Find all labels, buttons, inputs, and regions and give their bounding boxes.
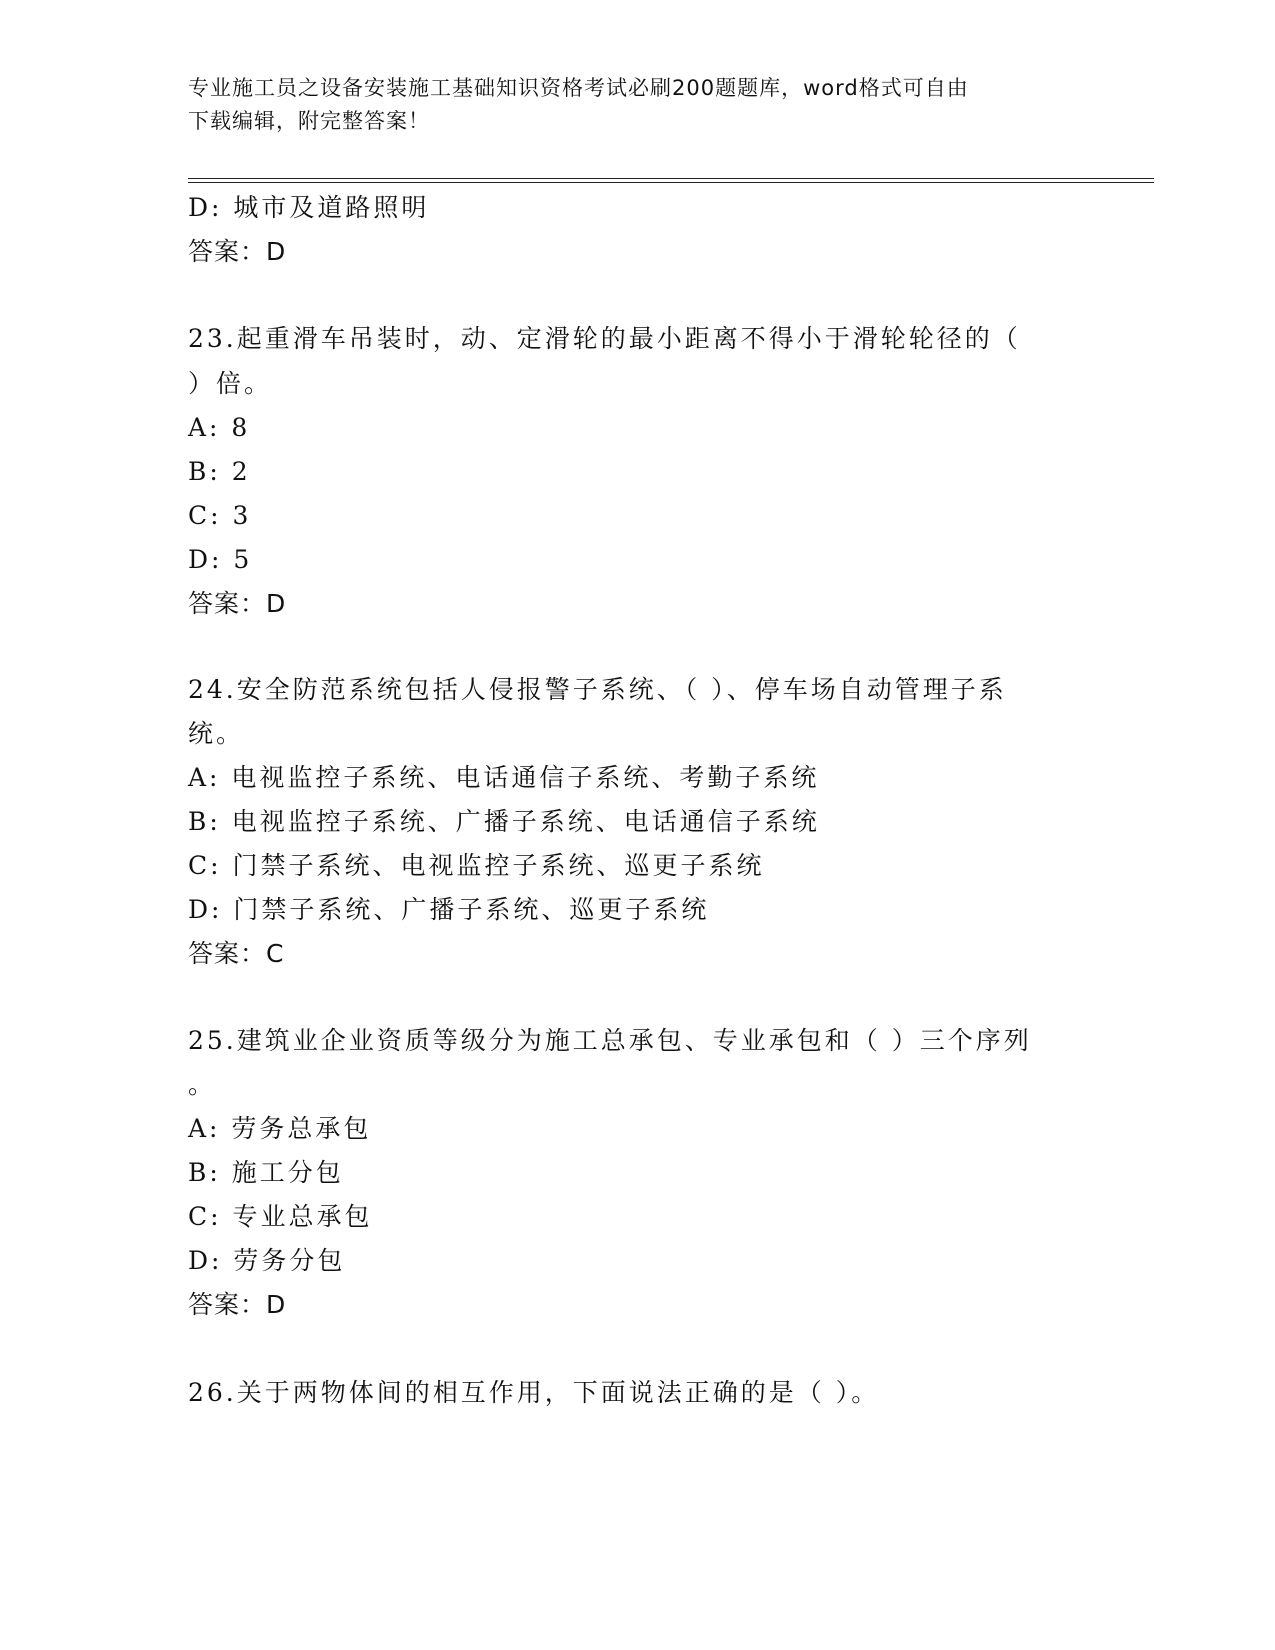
q23-option-c: C: 3 <box>188 501 252 530</box>
q24-stem-line-2: 统。 <box>188 719 245 748</box>
header-divider-bottom <box>188 182 1154 183</box>
q25-answer: 答案：D <box>188 1290 287 1319</box>
q26-stem-line-1: 26.关于两物体间的相互作用，下面说法正确的是（ ）。 <box>188 1378 880 1407</box>
q24-option-c: C: 门禁子系统、电视监控子系统、巡更子系统 <box>188 851 765 880</box>
q24-option-a: A: 电视监控子系统、电话通信子系统、考勤子系统 <box>188 763 820 792</box>
document-header <box>188 72 1088 138</box>
q24-option-d: D: 门禁子系统、广播子系统、巡更子系统 <box>188 895 710 924</box>
q23-option-a: A: 8 <box>188 413 251 442</box>
q22-answer: 答案：D <box>188 237 287 266</box>
q23-stem-line-2: ）倍。 <box>188 369 273 398</box>
q25-stem-line-1: 25.建筑业企业资质等级分为施工总承包、专业承包和（ ）三个序列 <box>188 1026 1032 1055</box>
q23-answer: 答案：D <box>188 589 287 618</box>
header-divider-top <box>188 178 1154 179</box>
q25-option-c: C: 专业总承包 <box>188 1202 373 1231</box>
header-line-1: 专业施工员之设备安装施工基础知识资格考试必刷200题题库，word格式可自由 <box>188 76 969 100</box>
q23-option-d: D: 5 <box>188 545 253 574</box>
q25-option-b: B: 施工分包 <box>188 1158 344 1187</box>
header-line-2: 下载编辑，附完整答案！ <box>188 109 430 133</box>
q23-option-b: B: 2 <box>188 457 251 486</box>
q24-option-b: B: 电视监控子系统、广播子系统、电话通信子系统 <box>188 807 820 836</box>
q24-stem-line-1: 24.安全防范系统包括人侵报警子系统、（ ）、停车场自动管理子系 <box>188 675 1007 704</box>
q25-stem-line-2: 。 <box>188 1070 217 1099</box>
q23-stem-line-1: 23.起重滑车吊装时，动、定滑轮的最小距离不得小于滑轮轮径的（ <box>188 324 1021 353</box>
q25-option-d: D: 劳务分包 <box>188 1246 346 1275</box>
q24-answer: 答案：C <box>188 939 285 968</box>
q22-option-d: D: 城市及道路照明 <box>188 193 430 222</box>
q25-option-a: A: 劳务总承包 <box>188 1114 372 1143</box>
